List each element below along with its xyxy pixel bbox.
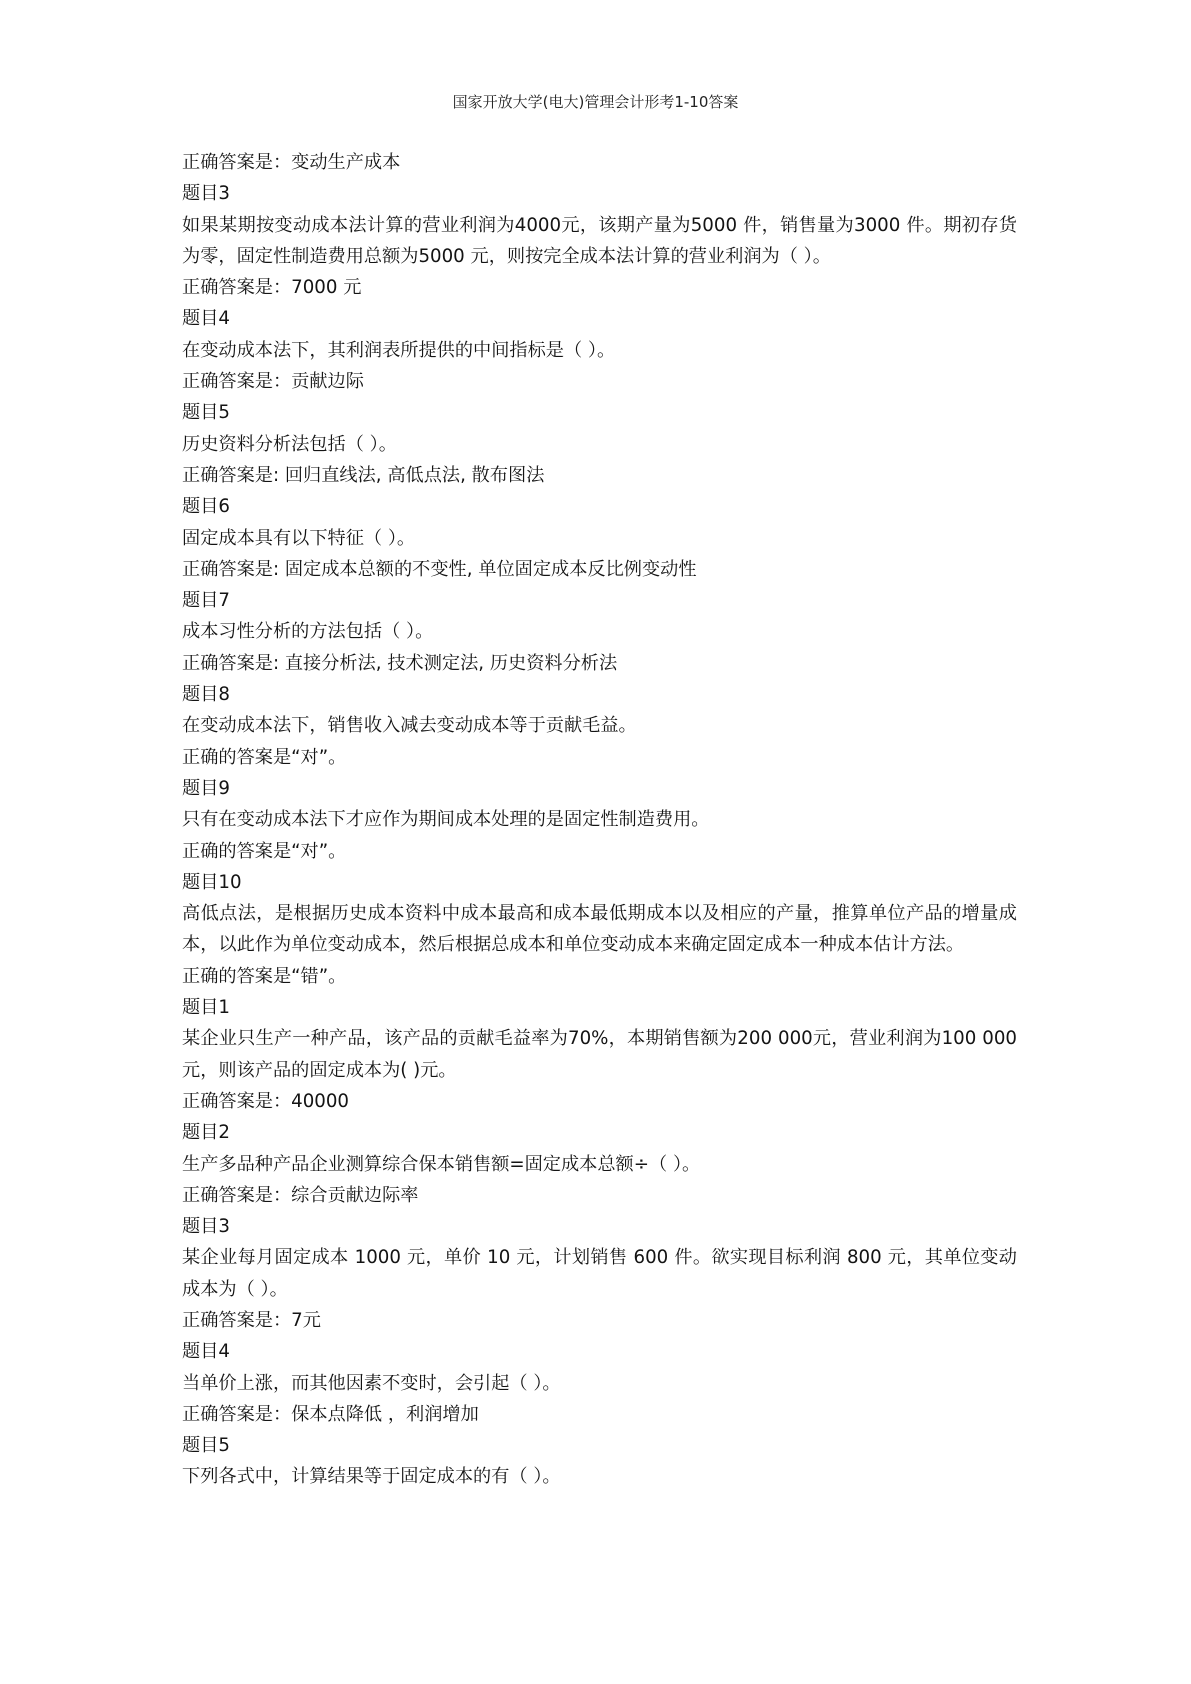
question-text: 在变动成本法下，其利润表所提供的中间指标是（ ）。 [182,339,616,361]
question-number: 题目7 [182,590,230,612]
question-text: 某企业只生产一种产品，该产品的贡献毛益率为70%，本期销售额为200 000元，营业利润为100 000元，则该产品的固定成本为( )元。 [182,1028,1017,1081]
answer-line: 正确的答案是“错”。 [182,965,347,987]
question-number: 题目2 [182,1122,230,1144]
answer-line: 正确答案是：7000 元 [182,277,362,299]
question-text: 成本习性分析的方法包括（ ）。 [182,621,434,643]
answer-line: 正确答案是：综合贡献边际率 [182,1184,419,1206]
question-number: 题目1 [182,997,230,1019]
question-text: 高低点法，是根据历史成本资料中成本最高和成本最低期成本以及相应的产量，推算单位产品的增量成本，以此作为单位变动成本，然后根据总成本和单位变动成本来确定固定成本一种成本估计方法。 [182,903,1017,956]
answer-line: 正确答案是：保本点降低 ，利润增加 [182,1403,479,1425]
question-text: 历史资料分析法包括（ ）。 [182,433,397,455]
document-body [182,147,1017,1493]
question-number: 题目10 [182,871,242,893]
question-number: 题目8 [182,684,230,706]
answer-line: 正确的答案是“对”。 [182,840,347,862]
answer-line: 正确答案是: 固定成本总额的不变性, 单位固定成本反比例变动性 [182,558,697,580]
question-number: 题目5 [182,402,230,424]
question-text: 固定成本具有以下特征（ ）。 [182,527,416,549]
answer-line: 正确答案是：7元 [182,1309,321,1331]
question-number: 题目4 [182,308,230,330]
question-number: 题目6 [182,496,230,518]
question-number: 题目4 [182,1341,230,1363]
answer-line: 正确答案是：40000 [182,1090,349,1112]
question-number: 题目5 [182,1435,230,1457]
question-text: 生产多品种产品企业测算综合保本销售额=固定成本总额÷（ ）。 [182,1153,701,1175]
question-text: 下列各式中，计算结果等于固定成本的有（ ）。 [182,1466,561,1488]
question-number: 题目3 [182,183,230,205]
answer-line: 正确的答案是“对”。 [182,746,347,768]
answer-line: 正确答案是: 回归直线法, 高低点法, 散布图法 [182,464,545,486]
answer-line: 正确答案是：变动生产成本 [182,152,401,173]
question-text: 在变动成本法下，销售收入减去变动成本等于贡献毛益。 [182,715,637,737]
question-number: 题目9 [182,777,230,799]
question-text: 当单价上涨，而其他因素不变时，会引起（ ）。 [182,1372,561,1394]
answer-line: 正确答案是：贡献边际 [182,371,364,393]
question-number: 题目3 [182,1216,230,1238]
page-header: 国家开放大学(电大)管理会计形考1-10答案 [452,93,739,111]
question-text: 只有在变动成本法下才应作为期间成本处理的是固定性制造费用。 [182,809,710,831]
question-text: 如果某期按变动成本法计算的营业利润为4000元，该期产量为5000 件，销售量为3000 件。期初存货为零，固定性制造费用总额为5000 元，则按完全成本法计算的营业利润为（ ）。 [182,214,1017,267]
question-text: 某企业每月固定成本 1000 元，单价 10 元，计划销售 600 件。欲实现目标利润 800 元，其单位变动成本为（ ）。 [182,1247,1017,1300]
answer-line: 正确答案是: 直接分析法, 技术测定法, 历史资料分析法 [182,652,618,674]
